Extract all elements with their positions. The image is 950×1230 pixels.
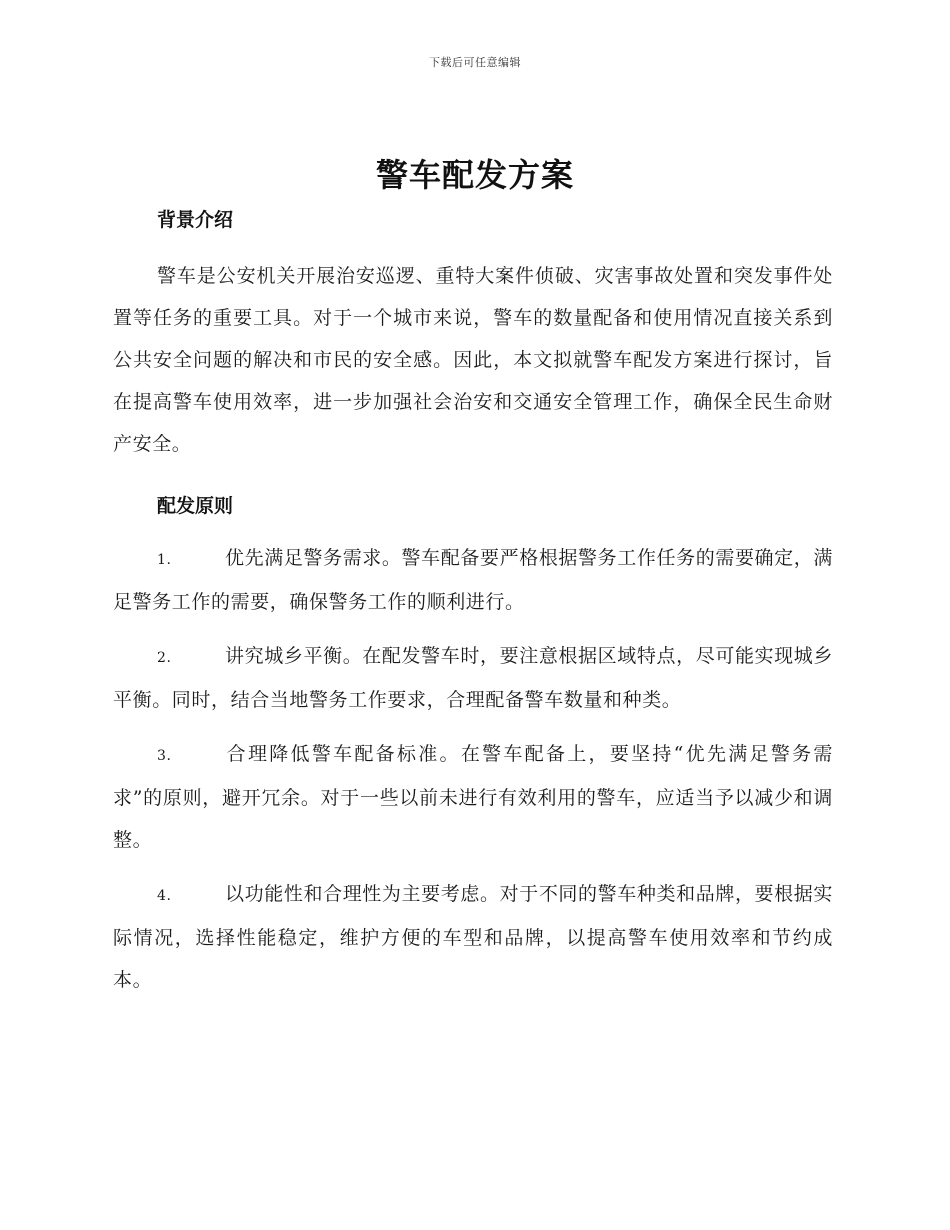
principle-item-3 [113, 733, 833, 861]
principle-text: 以功能性和合理性为主要考虑。对于不同的警车种类和品牌，要根据实际情况，选择性能稳定，维护方便的车型和品牌，以提高警车使用效率和节约成本。 [113, 883, 833, 991]
section-heading-background: 背景介绍 [157, 209, 234, 231]
principle-number: 3. [157, 748, 172, 764]
section-heading-principles: 配发原则 [157, 495, 234, 517]
principle-text: 优先满足警务需求。警车配备要严格根据警务工作任务的需要确定，满足警务工作的需要，确保警务工作的顺利进行。 [113, 547, 833, 613]
background-paragraph: 警车是公安机关开展治安巡逻、重特大案件侦破、灾害事故处置和突发事件处置等任务的重要工具。对于一个城市来说，警车的数量配备和使用情况直接关系到公共安全问题的解决和市民的安全感。因此，本文拟就警车配发方案进行探讨，旨在提高警车使用效率，进一步加强社会治安和交通安全管理工作，确保全民生命财产安全。 [113, 265, 833, 455]
document-body [113, 205, 833, 1001]
document-title: 警车配发方案 [375, 156, 574, 194]
principle-item-4 [113, 873, 833, 1001]
principle-item-2 [113, 635, 833, 721]
header-note: 下载后可任意编辑 [429, 56, 521, 69]
principle-item-1 [113, 537, 833, 623]
principle-text: 讲究城乡平衡。在配发警车时，要注意根据区域特点，尽可能实现城乡平衡。同时，结合当地警务工作要求，合理配备警车数量和种类。 [113, 645, 833, 711]
principle-number: 1. [157, 552, 172, 568]
principle-number: 2. [157, 650, 172, 666]
principle-number: 4. [157, 888, 172, 904]
principle-text: 合理降低警车配备标准。在警车配备上，要坚持“优先满足警务需求”的原则，避开冗余。对于一些以前未进行有效利用的警车，应适当予以减少和调整。 [113, 743, 833, 851]
